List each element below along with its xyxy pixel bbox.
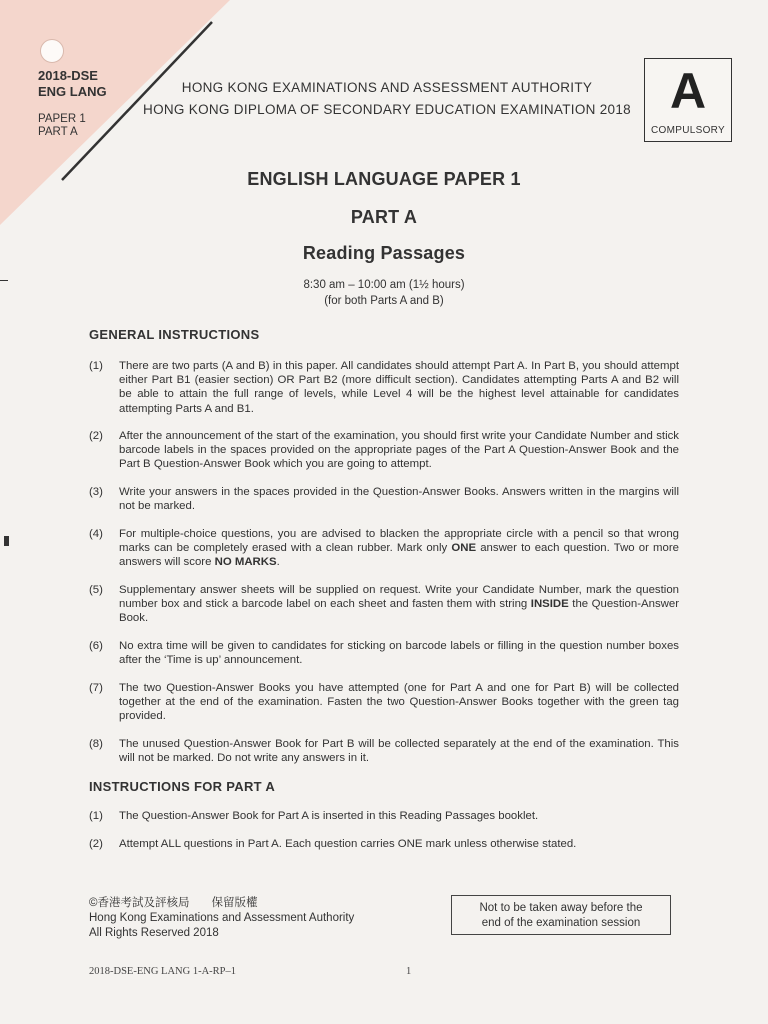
instruction-item: (5) Supplementary answer sheets will be supplied on request. Write your Candidate Number, mark the question number box and stick a barcode label on each sheet and fasten them with string INSIDE the Question-Answer Book. bbox=[89, 584, 679, 625]
authority-name: HONG KONG EXAMINATIONS AND ASSESSMENT AUTHORITY bbox=[181, 80, 593, 95]
compulsory-box bbox=[644, 58, 732, 142]
corner-paper: PAPER 1 bbox=[38, 113, 86, 125]
reading-passages-title: Reading Passages bbox=[302, 243, 466, 263]
instruction-item: (6) No extra time will be given to candidates for sticking on barcode labels or filling in the question number boxes after the ‘Time is up’ announcement. bbox=[89, 640, 679, 667]
copyright-chinese-rights: 保留版權 bbox=[211, 897, 258, 909]
part-a-instructions-heading: INSTRUCTIONS FOR PART A bbox=[89, 779, 276, 794]
exam-time: 8:30 am – 10:00 am (1½ hours) bbox=[303, 279, 465, 291]
instruction-item: (2) Attempt ALL questions in Part A. Each question carries ONE mark unless otherwise stated. bbox=[89, 838, 577, 850]
paper-title: ENGLISH LANGUAGE PAPER 1 bbox=[247, 169, 521, 189]
compulsory-label: COMPULSORY bbox=[651, 125, 725, 136]
instruction-item: (3) Write your answers in the spaces provided in the Question-Answer Books. Answers written in the margins will not be marked. bbox=[89, 486, 679, 513]
part-letter: A bbox=[669, 63, 707, 119]
copyright-chinese-org: ©香港考試及評核局 bbox=[89, 897, 190, 909]
part-title: PART A bbox=[350, 207, 418, 227]
punch-hole bbox=[40, 39, 64, 63]
general-instructions-heading: GENERAL INSTRUCTIONS bbox=[89, 327, 260, 342]
exam-name: HONG KONG DIPLOMA OF SECONDARY EDUCATION EXAMINATION 2018 bbox=[143, 102, 631, 117]
instruction-item: (1) There are two parts (A and B) in this paper. All candidates should attempt Part A. In Part B, you should attempt either Part B1 (easier section) OR Part B2 (more difficult section). Candidates attempting Parts A and B2 will be able to attain the full range of levels, while Level 4 will be the highest level attainable for candidates attempting Parts A and B1. bbox=[89, 360, 679, 415]
copyright-block bbox=[89, 896, 354, 941]
instruction-item: (4) For multiple-choice questions, you are advised to blacken the appropriate circle with a pencil so that wrong marks can be completely erased with a clean rubber. Mark only ONE answer to each question. Two or more answers will score NO MARKS. bbox=[89, 528, 679, 569]
corner-year-subject: 2018-DSE bbox=[38, 68, 98, 83]
instruction-item: (7) The two Question-Answer Books you have attempted (one for Part A and one for Part B) will be collected together at the end of the examination. Fasten the two Question-Answer Books together with the green tag provided. bbox=[89, 682, 679, 723]
instruction-item: (1) The Question-Answer Book for Part A is inserted in this Reading Passages booklet. bbox=[89, 810, 539, 822]
notice-box: Not to be taken away before the end of the examination session bbox=[451, 895, 671, 935]
corner-subject: ENG LANG bbox=[38, 84, 107, 99]
footer-code: 2018-DSE-ENG LANG 1-A-RP–1 bbox=[89, 966, 236, 977]
copyright-english-org: Hong Kong Examinations and Assessment Authority bbox=[89, 912, 355, 924]
page-number: 1 bbox=[406, 966, 412, 977]
instruction-item: (8) The unused Question-Answer Book for Part B will be collected separately at the end of the examination. This will not be marked. Do not write any answers in it. bbox=[89, 738, 679, 765]
instruction-item: (2) After the announcement of the start of the examination, you should first write your Candidate Number and stick barcode labels in the spaces provided on the appropriate pages of the Part A Question-Answer Book and the Part B Question-Answer Book which you are going to attempt. bbox=[89, 430, 679, 471]
corner-part: PART A bbox=[38, 126, 78, 138]
scan-mark bbox=[4, 536, 9, 546]
copyright-rights: All Rights Reserved 2018 bbox=[89, 927, 219, 939]
scan-mark bbox=[0, 280, 8, 281]
exam-time-note: (for both Parts A and B) bbox=[324, 295, 444, 307]
